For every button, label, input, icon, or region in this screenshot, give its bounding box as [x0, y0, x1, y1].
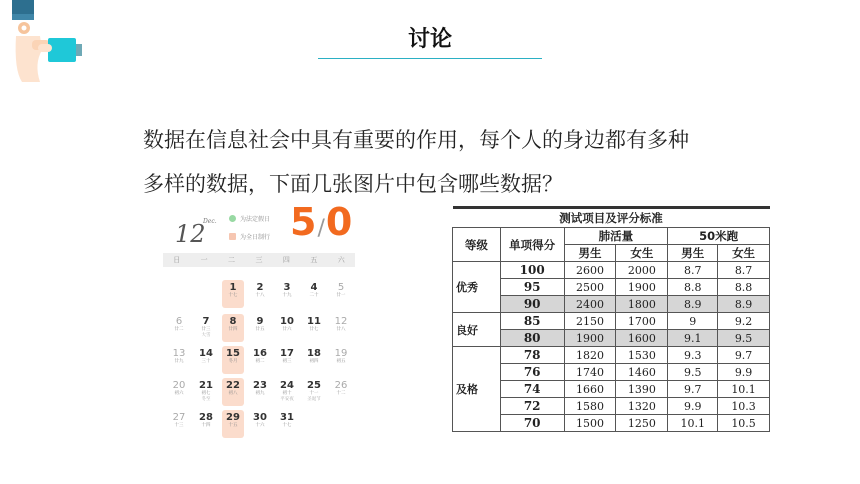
- day-number: 30: [253, 412, 267, 423]
- calendar-image: [163, 198, 355, 436]
- score-cell: 85: [500, 313, 564, 330]
- day-number: 29: [226, 412, 240, 423]
- page-title: 讨论: [407, 27, 452, 52]
- calendar-day-cell: [330, 314, 352, 342]
- lung-female-cell: 1250: [616, 415, 668, 432]
- festival-label: 冬至: [201, 397, 211, 402]
- orange-square-icon: [229, 233, 236, 240]
- green-dot-icon: [229, 215, 236, 222]
- day-number: 20: [172, 380, 186, 391]
- lunar-date: 初二: [255, 359, 265, 364]
- run-male-cell: 9.3: [668, 347, 718, 364]
- day-number: 27: [172, 412, 186, 423]
- table-caption: 测试项目及评分标准: [453, 208, 770, 228]
- lunar-date: 初六: [174, 391, 184, 396]
- calendar-day-cell: [303, 314, 325, 342]
- day-number: 21: [199, 380, 213, 391]
- calendar-day-cell: [276, 410, 298, 438]
- lunar-date: 初四: [309, 359, 319, 364]
- score-cell: 72: [500, 398, 564, 415]
- calendar-day-cell: [222, 280, 244, 308]
- table-row: [453, 347, 770, 364]
- lunar-date: 初三: [282, 359, 292, 364]
- header-female: 女生: [718, 245, 770, 262]
- lunar-date: 十六: [255, 423, 265, 428]
- run-male-cell: 9.9: [668, 398, 718, 415]
- run-female-cell: 10.1: [718, 381, 770, 398]
- lunar-date: 廿三: [201, 327, 211, 332]
- lung-female-cell: 1900: [616, 279, 668, 296]
- day-number: 22: [226, 380, 240, 391]
- lung-female-cell: 1320: [616, 398, 668, 415]
- calendar-day-cell: [168, 378, 190, 406]
- calendar-day-cell: [249, 378, 271, 406]
- day-number: 3: [283, 282, 291, 293]
- score-table-image: [452, 206, 772, 436]
- day-number: 28: [199, 412, 213, 423]
- calendar-day-cell: [195, 410, 217, 438]
- calendar-day-cell: [168, 314, 190, 342]
- day-number: 6: [175, 316, 183, 327]
- level-cell: 及格: [453, 347, 501, 432]
- day-number: 12: [334, 316, 348, 327]
- header-50m-run: 50米跑: [668, 228, 770, 245]
- big-date-slash: /: [317, 216, 326, 241]
- run-male-cell: 9.5: [668, 364, 718, 381]
- weekday-label: 六: [337, 256, 345, 264]
- calendar-day-cell: [276, 314, 298, 342]
- day-number: 24: [280, 380, 294, 391]
- calendar-day-number: 12: [175, 220, 206, 248]
- calendar-day-cell: [195, 314, 217, 342]
- calendar-day-cell: [222, 410, 244, 438]
- lung-male-cell: 2150: [564, 313, 616, 330]
- lunar-date: 廿六: [282, 327, 292, 332]
- festival-label: 圣诞节: [307, 397, 321, 402]
- day-number: 7: [202, 316, 210, 327]
- day-number: 31: [280, 412, 294, 423]
- score-cell: 76: [500, 364, 564, 381]
- table-body: [453, 262, 770, 432]
- calendar-day-cell: [249, 314, 271, 342]
- lunar-date: 十二: [336, 391, 346, 396]
- lunar-date: 廿九: [174, 359, 184, 364]
- lung-male-cell: 1740: [564, 364, 616, 381]
- lung-male-cell: 2400: [564, 296, 616, 313]
- day-number: 18: [307, 348, 321, 359]
- lunar-date: 初八: [228, 391, 238, 396]
- run-male-cell: 9.7: [668, 381, 718, 398]
- run-female-cell: 9.2: [718, 313, 770, 330]
- day-number: 16: [253, 348, 267, 359]
- calendar-day-cell: [195, 378, 217, 406]
- run-female-cell: 8.7: [718, 262, 770, 279]
- header-score: 单项得分: [500, 228, 564, 262]
- legend-fullday-label: 为全日制行: [240, 234, 271, 241]
- calendar-day-cell: [330, 378, 352, 406]
- run-female-cell: 10.3: [718, 398, 770, 415]
- level-cell: 优秀: [453, 262, 501, 313]
- lunar-date: 二十: [309, 293, 319, 298]
- day-number: 1: [229, 282, 237, 293]
- calendar-day-cell: [276, 378, 298, 406]
- calendar-day-cell: [249, 280, 271, 308]
- lung-female-cell: 1600: [616, 330, 668, 347]
- table-row: [453, 381, 770, 398]
- lung-female-cell: 1390: [616, 381, 668, 398]
- lunar-date: 廿一: [336, 293, 346, 298]
- calendar-day-cell: [303, 280, 325, 308]
- run-male-cell: 8.9: [668, 296, 718, 313]
- lunar-date: 廿四: [228, 327, 238, 332]
- lunar-date: 十九: [282, 293, 292, 298]
- weekday-label: 三: [255, 256, 263, 264]
- run-female-cell: 9.5: [718, 330, 770, 347]
- weekday-header: [163, 253, 355, 267]
- lunar-date: 十四: [201, 423, 211, 428]
- lung-male-cell: 2500: [564, 279, 616, 296]
- weekday-label: 四: [282, 256, 290, 264]
- legend-legal-holiday: [229, 214, 270, 223]
- lung-male-cell: 1660: [564, 381, 616, 398]
- lunar-date: 廿八: [336, 327, 346, 332]
- score-cell: 90: [500, 296, 564, 313]
- score-table: [452, 206, 770, 432]
- lunar-date: 十七: [228, 293, 238, 298]
- table-row: [453, 415, 770, 432]
- weekday-label: 五: [310, 256, 318, 264]
- run-female-cell: 9.7: [718, 347, 770, 364]
- lung-female-cell: 1700: [616, 313, 668, 330]
- lunar-date: 十八: [255, 293, 265, 298]
- lunar-date: 十三: [174, 423, 184, 428]
- run-male-cell: 9.1: [668, 330, 718, 347]
- calendar-day-cell: [222, 378, 244, 406]
- legend-legal-holiday-label: 为法定假日: [240, 216, 271, 223]
- header-male: 男生: [564, 245, 616, 262]
- day-number: 10: [280, 316, 294, 327]
- day-number: 8: [229, 316, 237, 327]
- lunar-date: 三十: [201, 359, 211, 364]
- day-number: 9: [256, 316, 264, 327]
- run-female-cell: 8.9: [718, 296, 770, 313]
- lung-male-cell: 1820: [564, 347, 616, 364]
- lung-male-cell: 1580: [564, 398, 616, 415]
- score-cell: 80: [500, 330, 564, 347]
- lung-female-cell: 1800: [616, 296, 668, 313]
- lung-female-cell: 2000: [616, 262, 668, 279]
- calendar-day-cell: [303, 378, 325, 406]
- lung-female-cell: 1530: [616, 347, 668, 364]
- lunar-date: 廿五: [255, 327, 265, 332]
- run-male-cell: 9: [668, 313, 718, 330]
- calendar-day-cell: [195, 346, 217, 374]
- calendar-day-cell: [303, 346, 325, 374]
- calendar-month-label: Dec.: [203, 218, 217, 225]
- calendar-day-cell: [168, 346, 190, 374]
- lung-female-cell: 1460: [616, 364, 668, 381]
- table-row: [453, 296, 770, 313]
- lung-male-cell: 1900: [564, 330, 616, 347]
- header-male: 男生: [668, 245, 718, 262]
- day-number: 13: [172, 348, 186, 359]
- table-row: [453, 279, 770, 296]
- level-cell: 良好: [453, 313, 501, 347]
- calendar-day-cell: [330, 346, 352, 374]
- paragraph-line-1: 数据在信息社会中具有重要的作用，每个人的身边都有多种: [143, 128, 689, 152]
- score-cell: 74: [500, 381, 564, 398]
- table-row: [453, 398, 770, 415]
- weekday-label: 二: [228, 256, 236, 264]
- day-number: 17: [280, 348, 294, 359]
- table-row: [453, 364, 770, 381]
- score-cell: 100: [500, 262, 564, 279]
- lunar-date: 冬月: [228, 359, 238, 364]
- table-row: [453, 330, 770, 347]
- header-female: 女生: [616, 245, 668, 262]
- table-row: [453, 262, 770, 279]
- lunar-date: 初九: [255, 391, 265, 396]
- lung-male-cell: 2600: [564, 262, 616, 279]
- festival-label: 大雪: [201, 333, 211, 338]
- title-underline: [318, 58, 542, 59]
- big-date-left: 5: [290, 200, 318, 244]
- calendar-day-cell: [276, 346, 298, 374]
- big-date-right: 0: [325, 200, 354, 244]
- score-cell: 78: [500, 347, 564, 364]
- paragraph-line-2: 多样的数据，下面几张图片中包含哪些数据？: [143, 172, 563, 196]
- legend-fullday: [229, 232, 270, 241]
- run-male-cell: 10.1: [668, 415, 718, 432]
- table-row: [453, 313, 770, 330]
- lunar-date: 廿七: [309, 327, 319, 332]
- day-number: 25: [307, 380, 321, 391]
- weekday-label: 日: [173, 256, 181, 264]
- run-female-cell: 8.8: [718, 279, 770, 296]
- header-level: 等级: [453, 228, 501, 262]
- score-cell: 70: [500, 415, 564, 432]
- lunar-date: 十一: [309, 391, 319, 396]
- body-paragraph: [143, 118, 823, 206]
- calendar-day-cell: [330, 280, 352, 308]
- day-number: 19: [334, 348, 348, 359]
- calendar-day-cell: [222, 346, 244, 374]
- day-number: 5: [337, 282, 345, 293]
- day-number: 11: [307, 316, 321, 327]
- run-female-cell: 10.5: [718, 415, 770, 432]
- calendar-day-cell: [222, 314, 244, 342]
- lunar-date: 十五: [228, 423, 238, 428]
- lung-male-cell: 1500: [564, 415, 616, 432]
- day-number: 2: [256, 282, 264, 293]
- day-number: 4: [310, 282, 318, 293]
- run-male-cell: 8.8: [668, 279, 718, 296]
- lunar-date: 廿二: [174, 327, 184, 332]
- run-male-cell: 8.7: [668, 262, 718, 279]
- festival-label: 平安夜: [280, 397, 294, 402]
- calendar-day-cell: [168, 410, 190, 438]
- lunar-date: 初七: [201, 391, 211, 396]
- run-female-cell: 9.9: [718, 364, 770, 381]
- header-lung-capacity: 肺活量: [564, 228, 668, 245]
- big-date: [290, 200, 353, 244]
- day-number: 23: [253, 380, 267, 391]
- calendar-day-cell: [276, 280, 298, 308]
- lunar-date: 十七: [282, 423, 292, 428]
- calendar-day-cell: [249, 346, 271, 374]
- lunar-date: 初五: [336, 359, 346, 364]
- day-number: 14: [199, 348, 213, 359]
- calendar-day-cell: [249, 410, 271, 438]
- lunar-date: 初十: [282, 391, 292, 396]
- score-cell: 95: [500, 279, 564, 296]
- day-number: 15: [226, 348, 240, 359]
- day-number: 26: [334, 380, 348, 391]
- weekday-label: 一: [200, 256, 208, 264]
